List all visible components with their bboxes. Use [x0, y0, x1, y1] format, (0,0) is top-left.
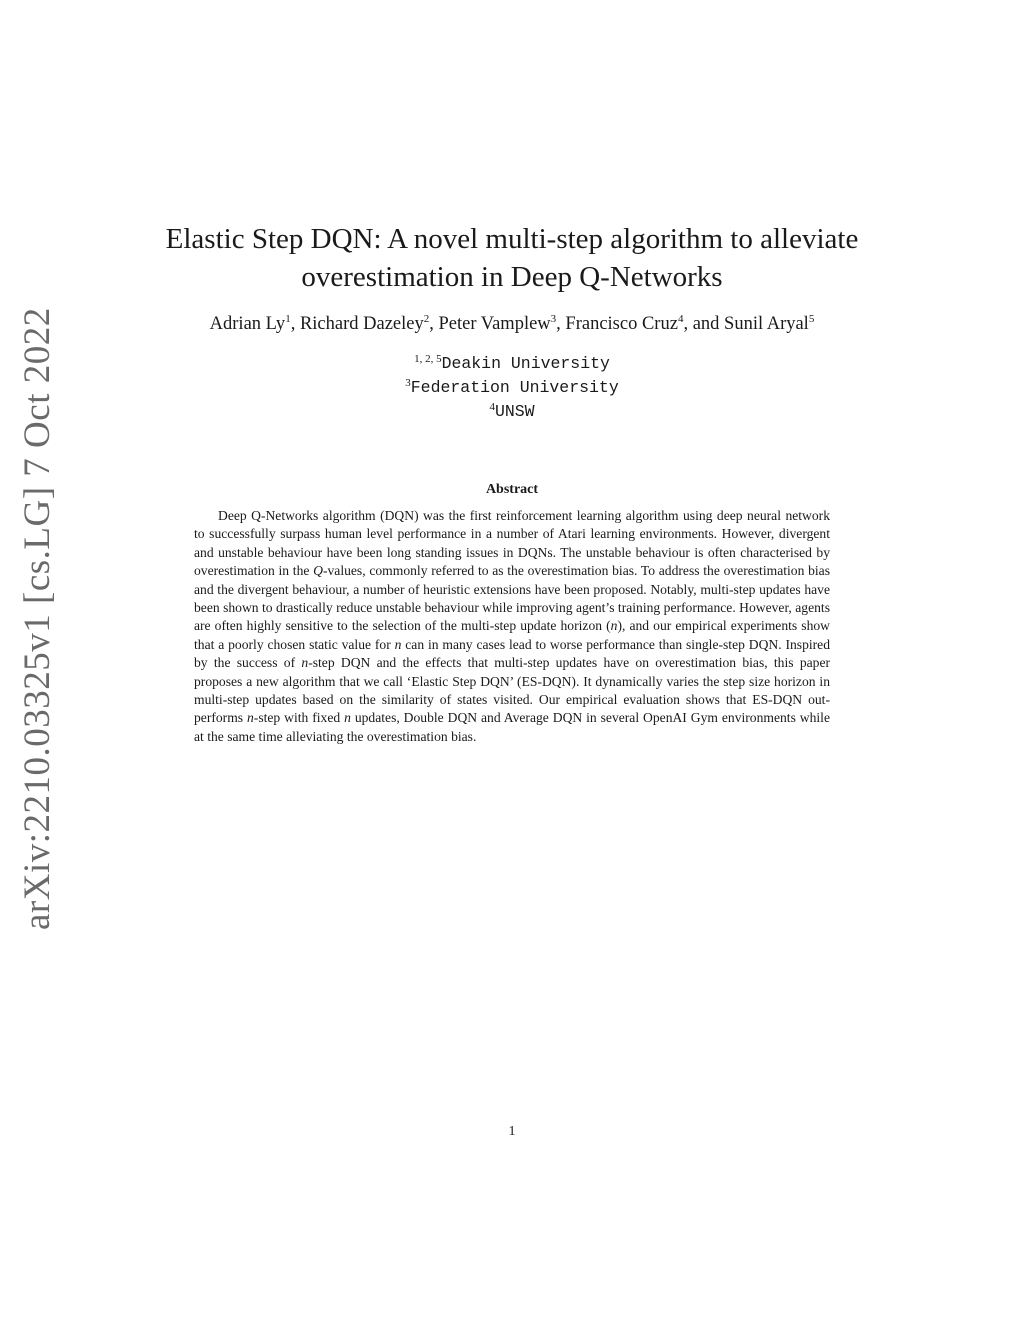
- abstract-text: Deep Q-Networks algorithm (DQN) was the first reinforcement learning algorithm using deep neural network to successfully surpass human level performance in a number of Atari learning environments. However, divergent and unstable behaviour have been long standing issues in DQNs. The unstable behaviour is often characterised by overestimation in the Q-values, commonly referred to as the overestimation bias. To address the overestimation bias and the divergent behaviour, a number of heuristic extensions have been proposed. Notably, multi-step updates have been shown to drastically reduce unstable behaviour while improving agent’s training performance. However, agents are often highly sensitive to the selection of the multi-step update horizon (n), and our empirical experiments show that a poorly chosen static value for n can in many cases lead to worse performance than single-step DQN. Inspired by the success of n-step DQN and the effects that multi-step updates have on overestimation bias, this paper proposes a new algorithm that we call ‘Elastic Step DQN’ (ES-DQN). It dynamically varies the step size horizon in multi-step updates based on the similarity of states visited. Our empirical evaluation shows that ES-DQN out-performs n-step with fixed n updates, Double DQN and Average DQN in several OpenAI Gym environments while at the same time alleviating the overestimation bias.: [194, 508, 831, 744]
- paper-title: [130, 220, 894, 296]
- affiliation: $^{1, 2, 5}$Deakin University: [414, 353, 610, 373]
- page-number: 1: [508, 1124, 516, 1139]
- author: Richard Dazeley$^2$: [299, 313, 430, 334]
- author: Sunil Aryal$^5$: [724, 313, 815, 334]
- arxiv-identifier: arXiv:2210.03325v1 [cs.LG] 7 Oct 2022: [17, 307, 58, 930]
- abstract-heading: Abstract: [485, 482, 539, 497]
- author: Peter Vamplew$^3$: [438, 313, 557, 334]
- title-line-2: overestimation in Deep Q-Networks: [301, 261, 723, 293]
- author: Adrian Ly$^1$: [209, 313, 291, 334]
- affiliation: $^3$Federation University: [405, 377, 619, 397]
- author: Francisco Cruz$^4$: [565, 313, 684, 334]
- affiliation: $^4$UNSW: [489, 401, 535, 421]
- title-line-1: Elastic Step DQN: A novel multi-step algorithm to alleviate: [165, 223, 859, 255]
- author-list: Adrian Ly$^1$, Richard Dazeley$^2$, Peter Vamplew$^3$, Francisco Cruz$^4$, and Sunil Aryal$^5$: [209, 313, 815, 334]
- affiliation-list: [212, 352, 812, 424]
